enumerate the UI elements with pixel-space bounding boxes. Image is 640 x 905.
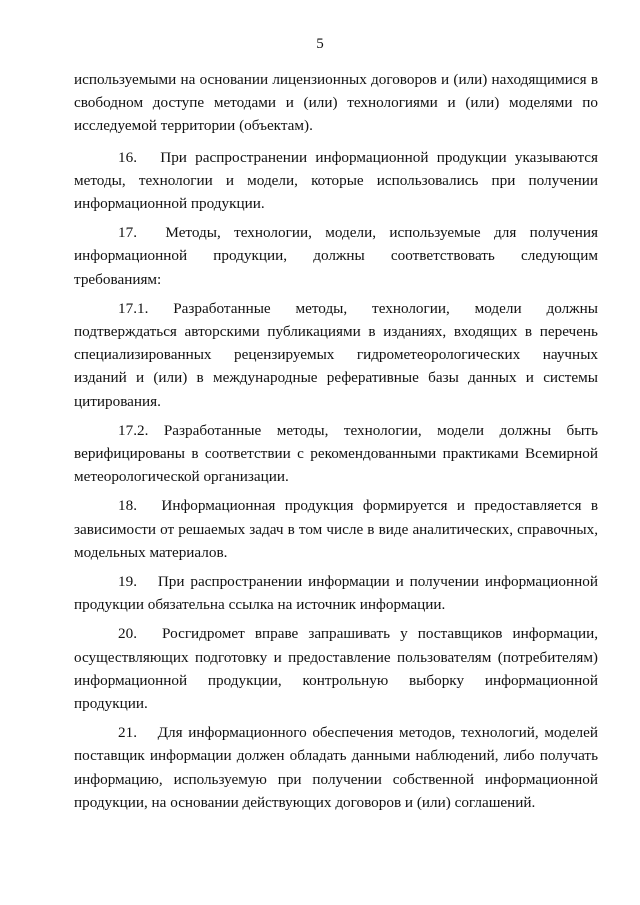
document-body [74, 68, 598, 820]
paragraph-text: Методы, технологии, модели, используемые для получения информационной продукции, должны соответствовать следующим требованиям: [74, 224, 599, 288]
paragraph-text: Информационная продукция формируется и предоставляется в зависимости от решаемых задач в том числе в виде аналитических, справочных, модельных материалов. [74, 497, 599, 561]
paragraph-number: 18. [118, 497, 137, 515]
paragraph-17-1 [74, 297, 598, 413]
paragraph-number: 21. [118, 724, 137, 742]
paragraph-number: 17. [118, 224, 137, 242]
paragraph-16 [74, 146, 598, 216]
paragraph-text: Для информационного обеспечения методов, технологий, моделей поставщик информации должен обладать данными наблюдений, либо получать информацию, используемую при получении собственной информационной продукции, на основании действующих договоров и (или) соглашений. [74, 724, 599, 811]
paragraph-text: При распространении информации и получении информационной продукции обязательна ссылка на источник информации. [74, 573, 599, 614]
paragraph-text: 17.1. Разработанные методы, технологии, модели должны подтверждаться авторскими публикациями в изданиях, входящих в перечень специализированных рецензируемых гидрометеорологических научных изданий и (или) в международные реферативные базы данных и системы цитирования. [74, 299, 598, 410]
paragraph-21 [74, 721, 598, 814]
paragraph-text: Росгидромет вправе запрашивать у поставщиков информации, осуществляющих подготовку и предоставление пользователям (потребителям) информационной продукции, контрольную выборку информационной продукции. [74, 625, 599, 713]
paragraph-text: При распространении информационной продукции указываются методы, технологии и модели, которые использовались при получении информационной продукции. [74, 148, 599, 213]
paragraph-20 [74, 622, 598, 715]
paragraph-continuation [74, 68, 598, 138]
paragraph-17-2 [74, 419, 598, 489]
paragraph-19 [74, 570, 598, 616]
page-number: 5 [316, 36, 324, 52]
paragraph-17 [74, 221, 598, 291]
paragraph-number: 19. [118, 573, 137, 591]
paragraph-number: 20. [118, 625, 137, 643]
paragraph-text: 17.2. Разработанные методы, технологии, модели должны быть верифицированы в соответствии с рекомендованными практиками Всемирной метеорологической организации. [74, 421, 598, 486]
paragraph-number: 16. [118, 148, 137, 166]
paragraph-text: используемыми на основании лицензионных договоров и (или) находящимися в свободном доступе методами и (или) технологиями и (или) моделями по исследуемой территории (объектам). [74, 71, 598, 135]
paragraph-18 [74, 494, 598, 564]
